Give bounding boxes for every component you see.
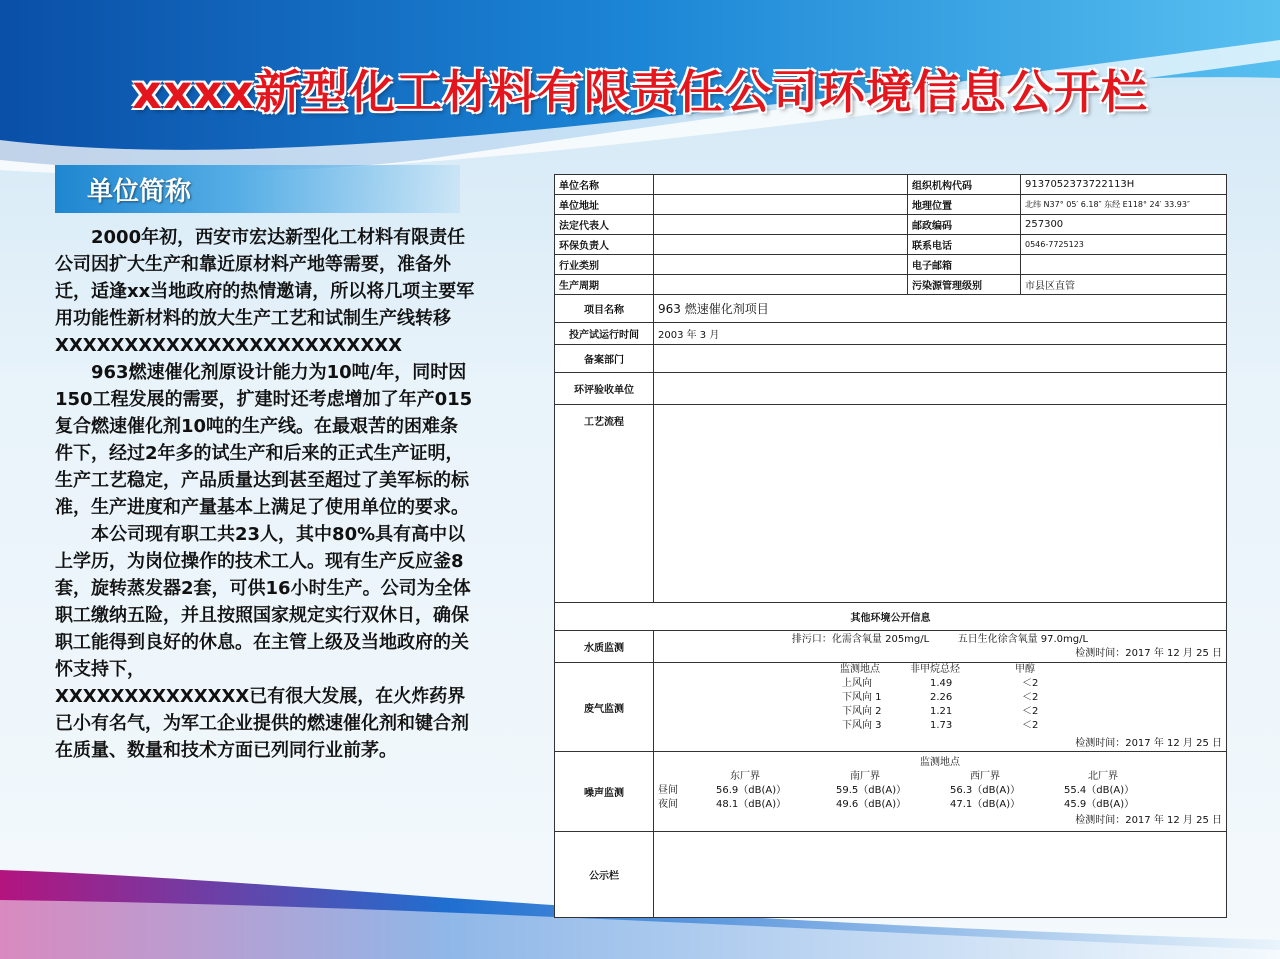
gas-header: 甲醇 <box>1015 664 1035 675</box>
cell-value: 9137052373722113H <box>1021 175 1227 195</box>
gas-cell-value: 1.21 <box>930 706 953 717</box>
gas-cell-site: 下风向 1 <box>842 692 882 703</box>
info-table <box>554 174 1227 918</box>
cell-label: 污染源管理级别 <box>908 275 1021 295</box>
water-cell <box>654 631 1227 663</box>
gas-cell-site: 下风向 2 <box>842 706 882 717</box>
cell-value <box>654 275 908 295</box>
table-row <box>555 275 1227 295</box>
table-row <box>555 373 1227 405</box>
cell-value: 市县区直管 <box>1021 275 1227 295</box>
water-label: 水质监测 <box>555 631 654 663</box>
section-tab <box>55 165 460 213</box>
project-label: 项目名称 <box>555 295 654 323</box>
table-row <box>555 295 1227 323</box>
table-row <box>555 663 1227 752</box>
gas-cell-site: 下风向 3 <box>842 720 882 731</box>
water-date: 检测时间：2017 年 12 月 25 日 <box>1075 647 1222 659</box>
cell-label: 邮政编码 <box>908 215 1021 235</box>
cell-value <box>1021 255 1227 275</box>
noise-value: 49.6（dB(A)） <box>836 798 907 810</box>
noise-value: 45.9（dB(A)） <box>1064 798 1135 810</box>
record-label: 备案部门 <box>555 345 654 373</box>
cell-label: 组织机构代码 <box>908 175 1021 195</box>
cell-label: 法定代表人 <box>555 215 654 235</box>
table-row <box>555 752 1227 832</box>
noise-col: 东厂界 <box>730 770 760 782</box>
intro-paragraph-1: 2000年初，西安市宏达新型化工材料有限责任公司因扩大生产和靠近原材料产地等需要，准备外迁，适逢xx当地政府的热情邀请，所以将几项主要军用功能性新材料的放大生产工艺和试制生产线转移 <box>55 227 475 329</box>
cell-label: 电子邮箱 <box>908 255 1021 275</box>
cell-value: 0546-7725123 <box>1021 235 1227 255</box>
table-row <box>555 195 1227 215</box>
cell-value <box>654 215 908 235</box>
gas-row <box>840 705 1222 719</box>
table-row <box>555 603 1227 631</box>
gas-date: 检测时间：2017 年 12 月 25 日 <box>1075 738 1222 749</box>
trial-value: 2003 年 3 月 <box>654 323 1227 345</box>
intro-paragraph-3: 本公司现有职工共23人，其中80%具有高中以上学历，为岗位操作的技术工人。现有生产反应釜8套，旋转蒸发器2套，可供16小时生产。公司为全体职工缴纳五险，并且按照国家规定实行双休日，确保职工能得到良好的休息。在主管上级及当地政府的关怀支持下， <box>55 524 471 680</box>
cell-label: 生产周期 <box>555 275 654 295</box>
cell-value: 257300 <box>1021 215 1227 235</box>
noise-night-row <box>658 798 1222 812</box>
gas-row <box>840 677 1222 691</box>
gas-row <box>840 719 1222 733</box>
intro-paragraph-2: 963燃速催化剂原设计能力为10吨/年，同时因150工程发展的需要，扩建时还考虑增加了年产015复合燃速催化剂10吨的生产线。在最艰苦的困难条件下，经过2年多的试生产和后来的正式生产证明，生产工艺稳定，产品质量达到甚至超过了美军标的标准，生产进度和产量基本上满足了使用单位的要求。 <box>55 362 473 518</box>
cell-label: 单位名称 <box>555 175 654 195</box>
noise-title: 监测地点 <box>920 756 960 768</box>
process-label: 工艺流程 <box>555 405 654 603</box>
cell-value <box>654 235 908 255</box>
cell-label: 环保负责人 <box>555 235 654 255</box>
noise-col: 北厂界 <box>1088 770 1118 782</box>
eia-value <box>654 373 1227 405</box>
gas-cell-value: ＜2 <box>1022 706 1039 717</box>
table-row <box>555 255 1227 275</box>
gas-header-row <box>840 663 1222 677</box>
gas-cell-value: 2.26 <box>930 692 953 703</box>
trial-label: 投产试运行时间 <box>555 323 654 345</box>
gas-label: 废气监测 <box>555 663 654 752</box>
noise-header-row <box>658 770 1222 784</box>
noise-cell <box>654 752 1227 832</box>
intro-paragraph-1b: XXXXXXXXXXXXXXXXXXXXXXXXX <box>55 335 402 356</box>
process-value <box>654 405 1227 603</box>
table-row <box>555 215 1227 235</box>
notice-value <box>654 832 1227 918</box>
noise-value: 56.3（dB(A)） <box>950 784 1021 796</box>
cell-label: 联系电话 <box>908 235 1021 255</box>
gas-cell-site: 上风向 <box>842 678 872 689</box>
noise-col: 南厂界 <box>850 770 880 782</box>
cell-value <box>654 255 908 275</box>
gas-header: 监测地点 <box>840 664 880 675</box>
section-label: 单位简称 <box>87 177 192 207</box>
noise-day-label: 昼间 <box>658 784 678 796</box>
table-row <box>555 405 1227 603</box>
gas-cell-value: ＜2 <box>1022 720 1039 731</box>
cell-value <box>654 175 908 195</box>
notice-label: 公示栏 <box>555 832 654 918</box>
gas-cell-value: ＜2 <box>1022 678 1039 689</box>
noise-value: 48.1（dB(A)） <box>716 798 787 810</box>
page-title: xxxx新型化工材料有限责任公司环境信息公开栏 <box>132 65 1148 119</box>
noise-label: 噪声监测 <box>555 752 654 832</box>
gas-cell-value: 1.49 <box>930 678 953 689</box>
water-line-1b: 五日生化徐含氧量 97.0mg/L <box>957 633 1089 645</box>
gas-table <box>658 663 1222 733</box>
noise-date: 检测时间：2017 年 12 月 25 日 <box>1075 814 1222 826</box>
table-row <box>555 175 1227 195</box>
gas-cell-value: 1.73 <box>930 720 953 731</box>
table-row <box>555 235 1227 255</box>
noise-night-label: 夜间 <box>658 798 678 810</box>
cell-label: 地理位置 <box>908 195 1021 215</box>
table-row <box>555 631 1227 663</box>
other-info-header: 其他环境公开信息 <box>555 603 1227 631</box>
noise-value: 55.4（dB(A)） <box>1064 784 1135 796</box>
noise-col: 西厂界 <box>970 770 1000 782</box>
water-line-1: 排污口：化需含氧量 205mg/L <box>791 633 930 645</box>
cell-label: 单位地址 <box>555 195 654 215</box>
gas-cell-value: ＜2 <box>1022 692 1039 703</box>
project-value: 963 燃速催化剂项目 <box>654 295 1227 323</box>
record-value <box>654 345 1227 373</box>
noise-value: 59.5（dB(A)） <box>836 784 907 796</box>
table-row <box>555 345 1227 373</box>
gas-header: 非甲烷总烃 <box>910 664 960 675</box>
cell-label: 行业类别 <box>555 255 654 275</box>
eia-label: 环评验收单位 <box>555 373 654 405</box>
noise-value: 47.1（dB(A)） <box>950 798 1021 810</box>
cell-value <box>654 195 908 215</box>
table-row <box>555 323 1227 345</box>
intro-text <box>55 224 475 764</box>
intro-paragraph-3b: XXXXXXXXXXXXXX已有很大发展，在火炸药界已小有名气，为军工企业提供的燃速催化剂和键合剂在质量、数量和技术方面已列同行业前茅。 <box>55 686 469 761</box>
gas-row <box>840 691 1222 705</box>
noise-day-row <box>658 784 1222 798</box>
table-row <box>555 832 1227 918</box>
cell-value: 北纬 N37° 05′ 6.18″ 东经 E118° 24′ 33.93″ <box>1021 195 1227 215</box>
gas-cell <box>654 663 1227 752</box>
noise-value: 56.9（dB(A)） <box>716 784 787 796</box>
